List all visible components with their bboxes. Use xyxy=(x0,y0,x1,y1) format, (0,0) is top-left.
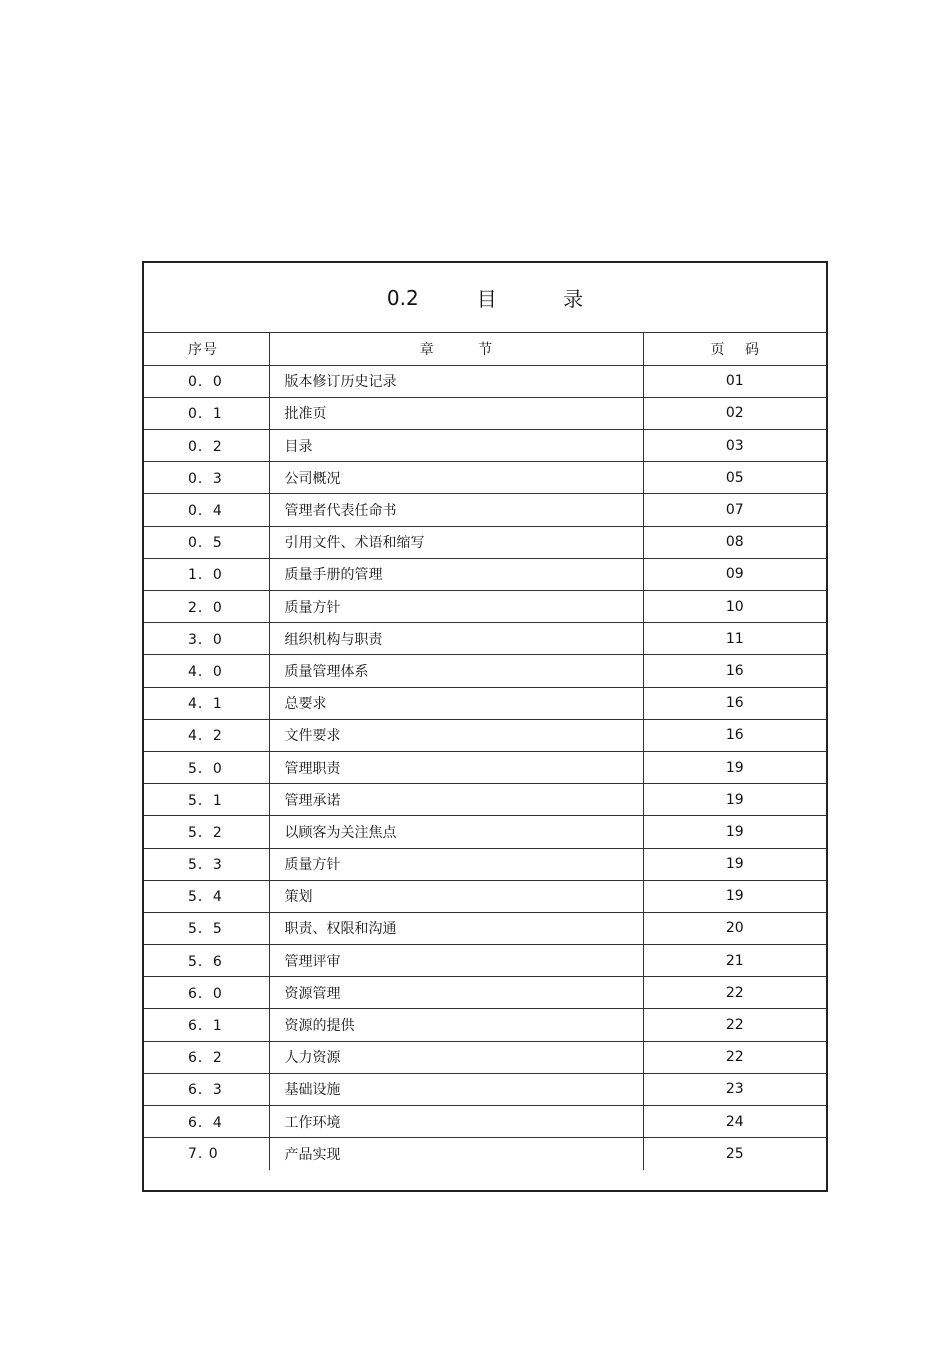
table-row xyxy=(144,655,826,687)
row-chapter-title: 文件要求 xyxy=(269,719,643,751)
header-chapter: 章 节 xyxy=(269,333,643,365)
row-chapter-title: 工作环境 xyxy=(269,1106,643,1138)
row-serial-number: 5．6 xyxy=(144,945,269,977)
row-page-number: 01 xyxy=(643,365,826,397)
row-page-number: 08 xyxy=(643,526,826,558)
row-serial-number: 2．0 xyxy=(144,591,269,623)
row-serial-number: 6．3 xyxy=(144,1073,269,1105)
row-page-number: 22 xyxy=(643,977,826,1009)
table-row xyxy=(144,558,826,590)
table-row xyxy=(144,1073,826,1105)
row-serial-number: 0．5 xyxy=(144,526,269,558)
row-page-number: 24 xyxy=(643,1106,826,1138)
table-row xyxy=(144,816,826,848)
row-chapter-title: 质量管理体系 xyxy=(269,655,643,687)
table-row xyxy=(144,784,826,816)
row-chapter-title: 目录 xyxy=(269,430,643,462)
row-serial-number: 5．5 xyxy=(144,912,269,944)
table-row xyxy=(144,751,826,783)
row-serial-number: 5．0 xyxy=(144,751,269,783)
row-page-number: 07 xyxy=(643,494,826,526)
row-chapter-title: 组织机构与职责 xyxy=(269,623,643,655)
table-row xyxy=(144,1138,826,1170)
toc-body xyxy=(144,365,826,1170)
table-row xyxy=(144,494,826,526)
header-serial-number: 序号 xyxy=(144,333,269,365)
row-serial-number: 6．0 xyxy=(144,977,269,1009)
table-row xyxy=(144,397,826,429)
row-page-number: 21 xyxy=(643,945,826,977)
row-chapter-title: 质量手册的管理 xyxy=(269,558,643,590)
table-row xyxy=(144,880,826,912)
toc-header-row xyxy=(144,333,826,365)
table-row xyxy=(144,591,826,623)
row-chapter-title: 管理职责 xyxy=(269,751,643,783)
table-row xyxy=(144,719,826,751)
row-chapter-title: 版本修订历史记录 xyxy=(269,365,643,397)
table-row xyxy=(144,1041,826,1073)
row-chapter-title: 引用文件、术语和缩写 xyxy=(269,526,643,558)
row-page-number: 02 xyxy=(643,397,826,429)
table-row xyxy=(144,1106,826,1138)
row-serial-number: 0．0 xyxy=(144,365,269,397)
table-row xyxy=(144,1009,826,1041)
table-row xyxy=(144,365,826,397)
row-chapter-title: 资源管理 xyxy=(269,977,643,1009)
row-serial-number: 0．3 xyxy=(144,462,269,494)
row-serial-number: 1．0 xyxy=(144,558,269,590)
toc-title xyxy=(144,263,826,333)
row-chapter-title: 批准页 xyxy=(269,397,643,429)
table-row xyxy=(144,848,826,880)
toc-title-number: 0.2 xyxy=(386,285,419,310)
row-serial-number: 3．0 xyxy=(144,623,269,655)
row-chapter-title: 质量方针 xyxy=(269,591,643,623)
row-chapter-title: 以顾客为关注焦点 xyxy=(269,816,643,848)
toc-title-text: 目 录 xyxy=(476,287,614,311)
row-serial-number: 0．1 xyxy=(144,397,269,429)
table-row xyxy=(144,945,826,977)
table-row xyxy=(144,912,826,944)
row-chapter-title: 策划 xyxy=(269,880,643,912)
row-page-number: 19 xyxy=(643,816,826,848)
row-serial-number: 6．4 xyxy=(144,1106,269,1138)
row-serial-number: 5．3 xyxy=(144,848,269,880)
row-page-number: 16 xyxy=(643,655,826,687)
table-row xyxy=(144,977,826,1009)
row-page-number: 23 xyxy=(643,1073,826,1105)
row-chapter-title: 资源的提供 xyxy=(269,1009,643,1041)
row-page-number: 03 xyxy=(643,430,826,462)
row-chapter-title: 人力资源 xyxy=(269,1041,643,1073)
row-chapter-title: 管理评审 xyxy=(269,945,643,977)
table-row xyxy=(144,462,826,494)
row-serial-number: 4．0 xyxy=(144,655,269,687)
row-page-number: 10 xyxy=(643,591,826,623)
row-serial-number: 6．1 xyxy=(144,1009,269,1041)
row-serial-number: 5．4 xyxy=(144,880,269,912)
header-page-number: 页 码 xyxy=(643,333,826,365)
table-row xyxy=(144,526,826,558)
row-serial-number: 6．2 xyxy=(144,1041,269,1073)
row-serial-number: 7. 0 xyxy=(144,1138,269,1170)
toc-table-frame xyxy=(142,261,828,1192)
row-serial-number: 0．2 xyxy=(144,430,269,462)
row-page-number: 19 xyxy=(643,751,826,783)
table-row xyxy=(144,623,826,655)
row-chapter-title: 公司概况 xyxy=(269,462,643,494)
row-page-number: 11 xyxy=(643,623,826,655)
row-chapter-title: 管理承诺 xyxy=(269,784,643,816)
row-serial-number: 4．2 xyxy=(144,719,269,751)
row-chapter-title: 职责、权限和沟通 xyxy=(269,912,643,944)
row-chapter-title: 质量方针 xyxy=(269,848,643,880)
row-page-number: 19 xyxy=(643,880,826,912)
toc-table xyxy=(144,333,826,1170)
row-page-number: 09 xyxy=(643,558,826,590)
row-page-number: 19 xyxy=(643,784,826,816)
row-serial-number: 5．1 xyxy=(144,784,269,816)
row-chapter-title: 基础设施 xyxy=(269,1073,643,1105)
row-page-number: 16 xyxy=(643,719,826,751)
row-page-number: 19 xyxy=(643,848,826,880)
row-serial-number: 4．1 xyxy=(144,687,269,719)
row-serial-number: 0．4 xyxy=(144,494,269,526)
row-page-number: 20 xyxy=(643,912,826,944)
table-row xyxy=(144,430,826,462)
table-row xyxy=(144,687,826,719)
row-page-number: 25 xyxy=(725,1146,744,1163)
row-page-number: 05 xyxy=(643,462,826,494)
row-page-number: 22 xyxy=(643,1009,826,1041)
row-chapter-title: 管理者代表任命书 xyxy=(269,494,643,526)
row-page-number: 22 xyxy=(643,1041,826,1073)
row-page-number: 16 xyxy=(643,687,826,719)
row-serial-number: 5．2 xyxy=(144,816,269,848)
row-chapter-title: 总要求 xyxy=(269,687,643,719)
row-chapter-title: 产品实现 xyxy=(269,1138,643,1170)
